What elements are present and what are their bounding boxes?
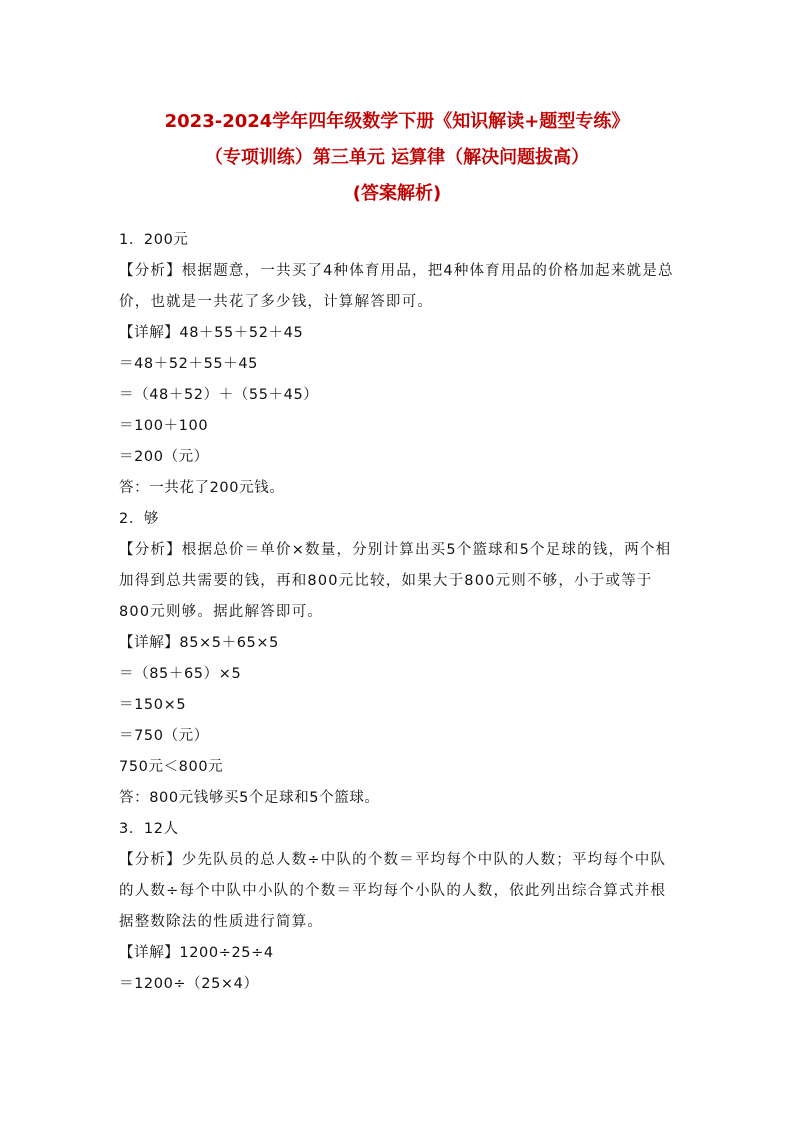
q2-detail-line: 750元＜800元	[119, 759, 224, 775]
q3-detail-line: ＝1200÷（25×4）	[119, 976, 259, 992]
q2-answer: 2．够	[119, 511, 160, 527]
q1-detail-line: 【详解】48＋55＋52＋45	[119, 325, 304, 341]
q1-analysis: 【分析】根据题意，一共买了4种体育用品，把4种体育用品的价格加起来就是总价，也就是一共花了多少钱，计算解答即可。	[119, 263, 674, 310]
answer-content	[119, 225, 679, 1000]
q3-detail-line: 【详解】1200÷25÷4	[119, 945, 274, 961]
q2-detail-line: ＝150×5	[119, 697, 187, 713]
q1-answer: 1．200元	[119, 232, 189, 248]
title-line-1: 2023-2024学年四年级数学下册《知识解读+题型专练》	[164, 111, 630, 132]
q3-analysis: 【分析】少先队员的总人数÷中队的个数＝平均每个中队的人数；平均每个中队的人数÷每个中队中小队的个数＝平均每个小队的人数，依此列出综合算式并根据整数除法的性质进行简算。	[119, 852, 667, 930]
q1-detail-line: ＝100＋100	[119, 418, 209, 434]
q2-detail-line: ＝750（元）	[119, 728, 209, 744]
title-line-3: (答案解析)	[352, 183, 442, 204]
q1-detail-line: ＝（48＋52）＋（55＋45）	[119, 387, 319, 403]
q1-conclusion: 答：一共花了200元钱。	[119, 480, 285, 496]
q2-conclusion: 答：800元钱够买5个足球和5个篮球。	[119, 790, 380, 806]
title-line-2: （专项训练）第三单元 运算律（解决问题拔高）	[204, 147, 590, 168]
document-title	[0, 104, 794, 212]
q2-detail-line: 【详解】85×5＋65×5	[119, 635, 279, 651]
q3-answer: 3．12人	[119, 821, 179, 837]
q2-analysis: 【分析】根据总价＝单价×数量，分别计算出买5个篮球和5个足球的钱，两个相加得到总共需要的钱，再和800元比较，如果大于800元则不够，小于或等于800元则够。据此解答即可。	[119, 542, 672, 620]
q2-detail-line: ＝（85＋65）×5	[119, 666, 242, 682]
q1-detail-line: ＝48＋52＋55＋45	[119, 356, 259, 372]
q1-detail-line: ＝200（元）	[119, 449, 209, 465]
